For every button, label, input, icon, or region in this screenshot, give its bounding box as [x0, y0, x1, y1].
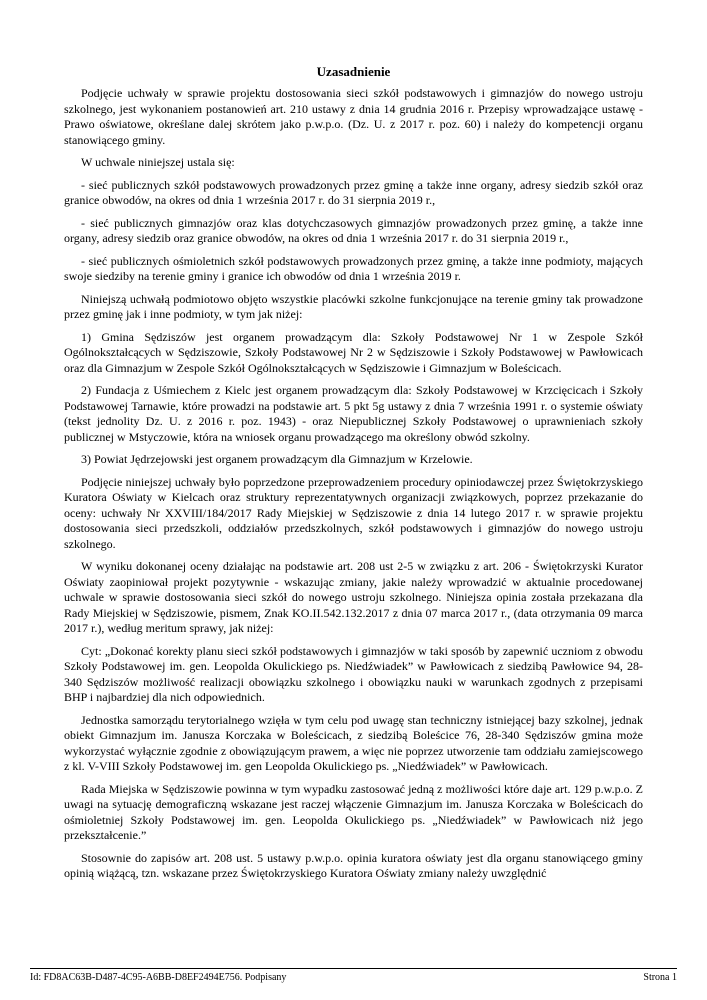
paragraph-intro: Podjęcie uchwały w sprawie projektu dostosowania sieci szkół podstawowych i gimnazjów do nowego ustroju szkolnego, jest wykonaniem postanowień art. 210 ustawy z dnia 14 grudnia 2016 r. Przepisy wprowadzające ustawę - Prawo oświatowe, określane dalej skrótem jako p.w.p.o. (Dz. U. z 2017 r. poz. 60) i należy do kompetencji organu stanowiącego gminy. — [64, 86, 643, 147]
paragraph-binding-opinion: Stosownie do zapisów art. 208 ust. 5 ustawy p.w.p.o. opinia kuratora oświaty jest dla organu stanowiącego gminy opinią wiążącą, tzn. wskazane przez Świętokrzyskiego Kuratora Oświaty zmiany należy uwzględnić — [64, 850, 643, 880]
document-title: Uzasadnienie — [316, 64, 391, 79]
paragraph-quote: Cyt: „Dokonać korekty planu sieci szkół podstawowych i gimnazjów w taki sposób by zapewnić uczniom z obwodu Szkoły Podstawowej im. gen. Leopolda Okulickiego ps. Niedźwiadek” w Pawłowicach z siedzibą Pawłowice 94, 28-340 Sędziszów możliwość realizacji obowiązku szkolnego i obowiązku nauki w warunkach zgodnych z przepisami BHP i najbardziej dla nich odpowiednich. — [64, 643, 643, 704]
paragraph-eight-year-schools-network: - sieć publicznych ośmioletnich szkół podstawowych prowadzonych przez gminę, a także inne podmioty, mających swoje siedziby na terenie gminy i granice ich obwodów od dnia 1 września 2019 r. — [64, 253, 643, 283]
paragraph-item-1: 1) Gmina Sędziszów jest organem prowadzącym dla: Szkoły Podstawowej Nr 1 w Zespole Szkół Ogólnokształcących w Sędziszowie, Szkoły Podstawowej Nr 2 w Sędziszowie i Szkoły Podstawowej w Pawłowicach oraz dla Gimnazjum w Zespole Szkół Ogólnokształcących w Sędziszowie i Gimnazjum w Boleścicach. — [64, 329, 643, 375]
document-id: Id: FD8AC63B-D487-4C95-A6BB-D8EF2494E756. Podpisany — [30, 972, 287, 983]
paragraph-procedure: Podjęcie niniejszej uchwały było poprzedzone przeprowadzeniem procedury opiniodawczej przez Świętokrzyskiego Kuratora Oświaty w Kielcach oraz struktury reprezentatywnych organizacji związkowych, poprzez przekazanie do oceny: uchwały Nr XXVIII/184/2017 Rady Miejskiej w Sędziszowie z dnia 14 lutego 2017 r. w sprawie projektu dostosowania sieci przedszkoli, oddziałów przedszkolnych, szkół podstawowych i gimnazjów do nowego ustroju szkolnego. — [64, 474, 643, 551]
page-footer — [30, 968, 677, 984]
paragraph-local-government: Jednostka samorządu terytorialnego wzięła w tym celu pod uwagę stan techniczny istniejącej bazy szkolnej, jednak obiekt Gimnazjum im. Janusza Korczaka w Boleścicach, z siedzibą Boleścice 76, 28-340 Sędziszów gmina może wykorzystać wyłącznie zgodnie z obowiązującym prawem, a więc nie poprzez utworzenie tam oddziału zamiejscowego z kl. V-VIII Szkoły Podstawowej im. gen Leopolda Okulickiego ps. „Niedźwiadek” w Pawłowicach. — [64, 712, 643, 773]
paragraph-primary-schools-network: - sieć publicznych szkół podstawowych prowadzonych przez gminę a także inne organy, adresy siedzib szkół oraz granice obwodów, na okres od dnia 1 września 2017 r. do 31 sierpnia 2019 r., — [64, 177, 643, 207]
paragraph-item-2: 2) Fundacja z Uśmiechem z Kielc jest organem prowadzącym dla: Szkoły Podstawowej w Krzcięcicach i Szkoły Podstawowej Tarnawie, które prowadzi na podstawie art. 5 pkt 5g ustawy z dnia 7 września 1991 r. o systemie oświaty (tekst jednolity Dz. U. z 2016 r. poz. 1943) - oraz Niepublicznej Szkoły Podstawowej o uprawnieniach szkoły publicznej w Mstyczowie, która na wniosek organu prowadzącego ma określony obwód szkolny. — [64, 383, 643, 444]
paragraph-gymnasiums-network: - sieć publicznych gimnazjów oraz klas dotychczasowych gimnazjów prowadzonych przez gminę, a także inne organy, adresy siedzib oraz granice obwodów, na okres od dnia 1 września 2017 r. do 31 sierpnia 2019 r., — [64, 215, 643, 245]
paragraph-scope: Niniejszą uchwałą podmiotowo objęto wszystkie placówki szkolne funkcjonujące na terenie gminy tak prowadzone przez gminę jak i inne podmioty, w tym jak niżej: — [64, 291, 643, 321]
paragraph-city-council: Rada Miejska w Sędziszowie powinna w tym wypadku zastosować jedną z możliwości które daje art. 129 p.w.p.o. Z uwagi na sytuację demograficzną wskazane jest raczej włączenie Gimnazjum im. Janusza Korczaka w Boleścicach do ośmioletniej Szkoły Podstawowej im. gen. Leopolda Okulickiego ps. „Niedźwiadek” w Pawłowicach niż jego przekształcenie.” — [64, 781, 643, 842]
paragraph-item-3: 3) Powiat Jędrzejowski jest organem prowadzącym dla Gimnazjum w Krzelowie. — [81, 452, 473, 466]
paragraph-assessment: W wyniku dokonanej oceny działając na podstawie art. 208 ust 2-5 w związku z art. 206 - Świętokrzyski Kurator Oświaty zaopiniował projekt pozytywnie - wskazując zmiany, jakie należy wprowadzić w aktualnie procedowanej uchwale w sprawie dostosowania sieci szkół do nowego ustroju szkolnego. Niniejsza opinia została przekazana dla Rady Miejskiej w Sędziszowie, pismem, Znak KO.II.542.132.2017 z dnia 07 marca 2017 r., (data otrzymania 09 marca 2017 r.), według meritum sprawy, jak niżej: — [64, 559, 643, 635]
paragraph-establishes: W uchwale niniejszej ustala się: — [81, 155, 235, 169]
document-page — [64, 64, 643, 954]
page-number: Strona 1 — [643, 972, 677, 983]
